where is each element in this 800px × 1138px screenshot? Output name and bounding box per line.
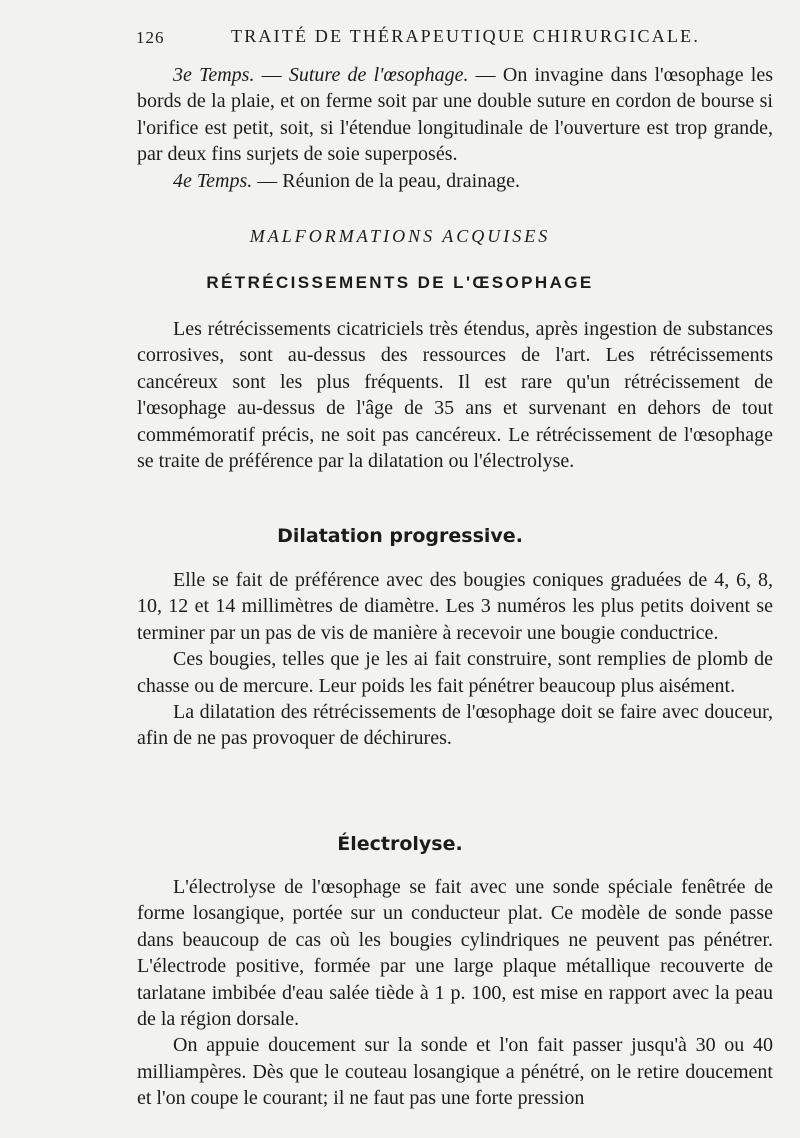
step-3-title: Suture de l'œsophage.	[288, 64, 469, 86]
surgical-steps	[137, 62, 773, 194]
dilatation-paragraph-1: Elle se fait de préférence avec des bougies coniques graduées de 4, 6, 8, 10, 12 et 14 millimètres de diamètre. Les 3 numéros les plus petits doivent se terminer par un pas de vis de manière à recevoir une bougie conductrice.	[137, 569, 773, 644]
dilatation-heading: Dilatation progressive.	[277, 525, 523, 547]
intro-block	[137, 316, 773, 474]
dilatation-paragraph-2: Ces bougies, telles que je les ai fait construire, sont remplies de plomb de chasse ou de mercure. Leur poids les fait pénétrer beaucoup plus aisément.	[137, 648, 773, 697]
dilatation-block	[137, 567, 773, 752]
step-4-label: 4e Temps.	[173, 169, 253, 192]
step-3-text: On invagine dans l'œsophage les bords de la plaie, et on ferme soit par une double suture en cordon de bourse si l'orifice est petit, soit, si l'étendue longitudinale de l'ouverture est trop grande, par deux fins surjets de soie superposés.	[137, 64, 774, 166]
electrolyse-block	[137, 874, 773, 1112]
electrolyse-paragraph-2: On appuie doucement sur la sonde et l'on fait passer jusqu'à 30 ou 40 milliampères. Dès que le couteau losangique a pénétré, on le retire doucement et l'on coupe le courant; il ne faut pas une forte pression	[137, 1034, 773, 1110]
electrolyse-paragraph-1: L'électrolyse de l'œsophage se fait avec une sonde spéciale fenêtrée de forme losangique, portée sur un conducteur plat. Ce modèle de sonde passe dans beaucoup de cas où les bougies cylindriques ne peuvent pas pénétrer. L'électrode positive, formée par une large plaque métallique recouverte de tarlatane imbibée d'eau salée tiède à 1 p. 100, est mise en rapport avec la peau de la région dorsale.	[137, 876, 773, 1031]
section-heading: RÉTRÉCISSEMENTS DE L'ŒSOPHAGE	[206, 273, 594, 292]
page-number: 126	[136, 28, 165, 47]
page-header	[136, 20, 772, 50]
step-3-paragraph: 3e Temps. — Suture de l'œsophage. — On invagine dans l'œsophage les bords de la plaie, et on ferme soit par une double suture en cordon de bourse si l'orifice est petit, soit, si l'étendue longitudinale de l'ouverture est trop grande, par deux fins surjets de soie superposés.	[137, 64, 774, 166]
section-title: MALFORMATIONS ACQUISES	[249, 226, 551, 246]
step-4-text: Réunion de la peau, drainage.	[282, 169, 520, 192]
running-title: TRAITÉ DE THÉRAPEUTIQUE CHIRURGICALE.	[231, 26, 701, 46]
dilatation-paragraph-3: La dilatation des rétrécissements de l'œsophage doit se faire avec douceur, afin de ne pas provoquer de déchirures.	[137, 701, 773, 750]
step-4-paragraph: 4e Temps. — Réunion de la peau, drainage.	[173, 169, 520, 192]
step-3-label: 3e Temps.	[173, 64, 255, 86]
electrolyse-heading: Électrolyse.	[337, 833, 463, 855]
intro-paragraph: Les rétrécissements cicatriciels très étendus, après ingestion de substances corrosives, sont au-dessus des ressources de l'art. Les rétrécissements cancéreux sont les plus fréquents. Il est rare qu'un rétrécissement de l'œsophage au-dessus de l'âge de 35 ans et survenant en dehors de tout commémoratif précis, ne soit pas cancéreux. Le rétrécissement de l'œsophage se traite de préférence par la dilatation ou l'électrolyse.	[137, 318, 773, 473]
